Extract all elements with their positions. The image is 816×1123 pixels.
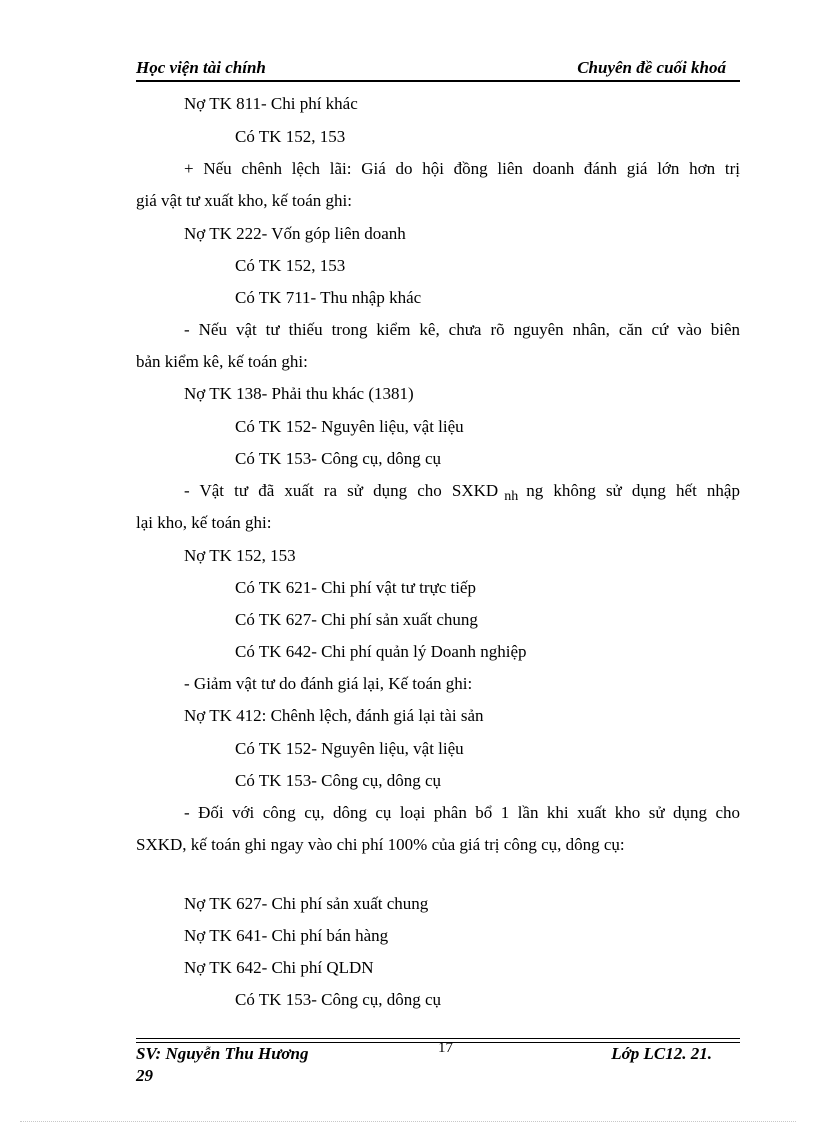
text-line: - Giảm vật tư do đánh giá lại, Kế toán ghi: xyxy=(184,674,473,693)
header-document-title: Chuyên đề cuối khoá xyxy=(577,58,726,77)
footer-student-name: SV: Nguyễn Thu Hương xyxy=(136,1044,309,1063)
text-line: Có TK 152- Nguyên liệu, vật liệu xyxy=(235,417,464,436)
page-bottom-edge xyxy=(20,1121,796,1122)
footer-divider-top xyxy=(136,1038,740,1039)
text-line: Có TK 152, 153 xyxy=(235,256,346,275)
page-number: 17 xyxy=(438,1040,453,1056)
text-line: + Nếu chênh lệch lãi: Giá do hội đồng liên doanh đánh giá lớn hơn trị xyxy=(184,159,740,178)
text-line: SXKD, kế toán ghi ngay vào chi phí 100% của giá trị công cụ, dông cụ: xyxy=(136,835,625,854)
text-line: Có TK 153- Công cụ, dông cụ xyxy=(235,449,442,468)
text-line: Có TK 153- Công cụ, dông cụ xyxy=(235,990,442,1009)
text-line: - Đối với công cụ, dông cụ loại phân bổ 1 lần khi xuất kho sử dụng cho xyxy=(184,803,740,822)
header-institution: Học viện tài chính xyxy=(136,58,266,77)
text-line: Có TK 627- Chi phí sản xuất chung xyxy=(235,610,478,629)
text-line: Có TK 152, 153 xyxy=(235,127,346,146)
page-header xyxy=(136,58,740,80)
subscript-fragment: nh xyxy=(504,489,519,504)
text-line: lại kho, kế toán ghi: xyxy=(136,513,272,532)
page-footer xyxy=(136,1040,740,1092)
footer-student-name-cont: 29 xyxy=(136,1066,153,1085)
footer-class: Lớp LC12. 21. xyxy=(611,1044,712,1063)
text-line: Nợ TK 642- Chi phí QLDN xyxy=(184,958,374,977)
text-fragment: - Vật tư đã xuất ra sử dụng cho SXKD xyxy=(184,481,499,500)
text-line: Nợ TK 627- Chi phí sản xuất chung xyxy=(184,894,429,913)
text-line: Có TK 642- Chi phí quản lý Doanh nghiệp xyxy=(235,642,527,661)
text-fragment: ng không sử dụng hết nhập xyxy=(526,481,740,500)
text-line: Nợ TK 641- Chi phí bán hàng xyxy=(184,926,389,945)
header-divider xyxy=(136,80,740,82)
text-line: giá vật tư xuất kho, kế toán ghi: xyxy=(136,191,353,210)
text-line: Nợ TK 138- Phải thu khác (1381) xyxy=(184,384,414,403)
text-line xyxy=(184,481,740,504)
text-line: - Nếu vật tư thiếu trong kiểm kê, chưa rõ nguyên nhân, căn cứ vào biên xyxy=(184,320,740,339)
text-line: Có TK 152- Nguyên liệu, vật liệu xyxy=(235,739,464,758)
text-line: Có TK 153- Công cụ, dông cụ xyxy=(235,771,442,790)
text-line: Nợ TK 152, 153 xyxy=(184,546,296,565)
text-line: Có TK 711- Thu nhập khác xyxy=(235,288,422,307)
text-line: Có TK 621- Chi phí vật tư trực tiếp xyxy=(235,578,476,597)
text-line: bản kiểm kê, kế toán ghi: xyxy=(136,352,308,371)
text-line: Nợ TK 222- Vốn góp liên doanh xyxy=(184,224,406,243)
text-line: Nợ TK 811- Chi phí khác xyxy=(184,94,358,113)
text-line: Nợ TK 412: Chênh lệch, đánh giá lại tài sản xyxy=(184,706,484,725)
